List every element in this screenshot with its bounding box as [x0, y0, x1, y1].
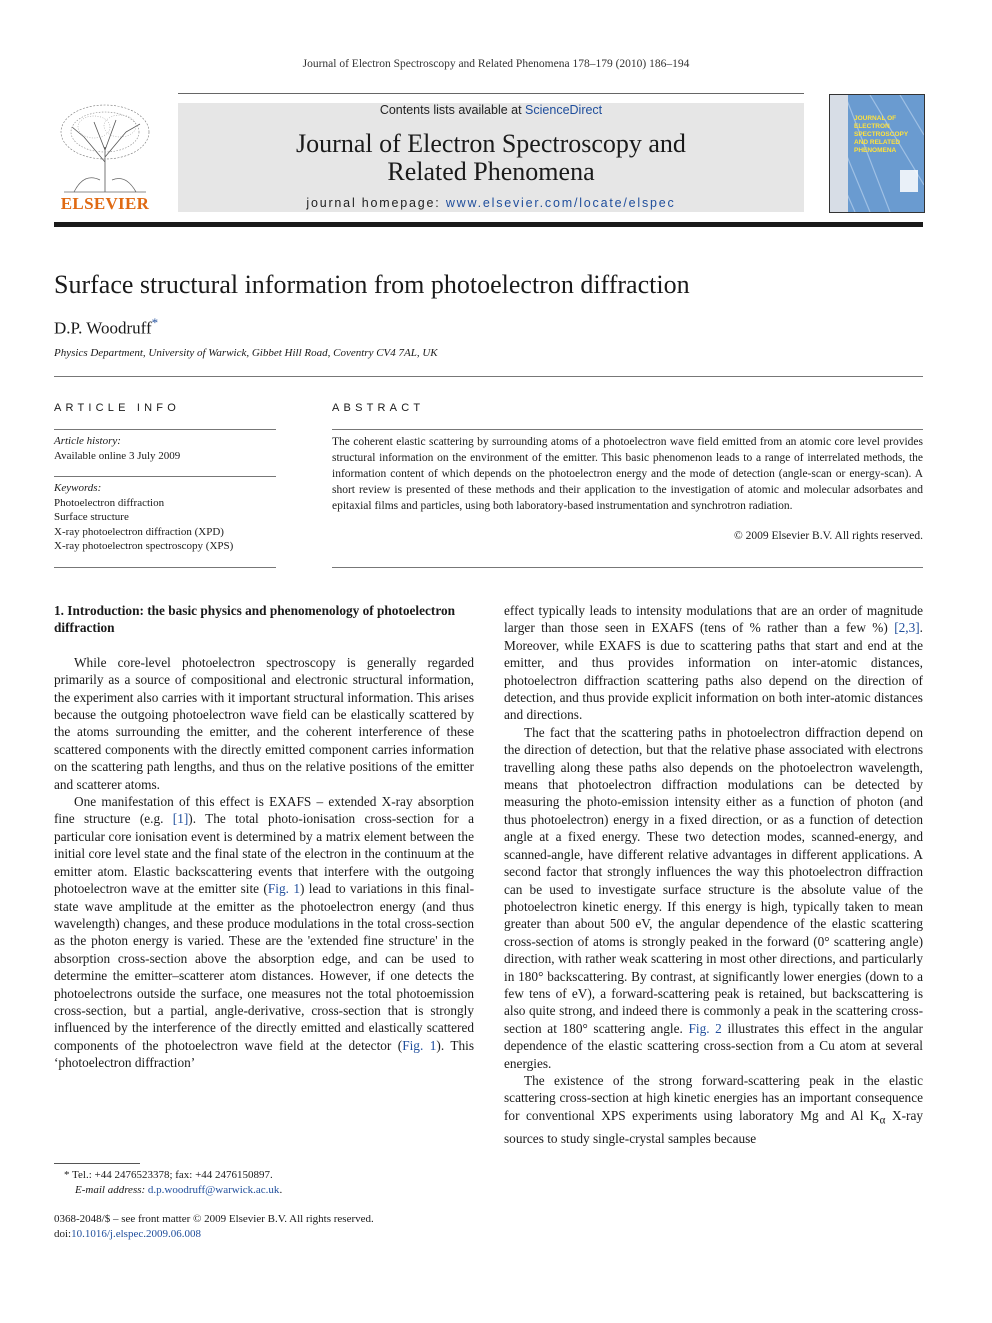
text-run: . Moreover, while EXAFS is due to scattering paths that start and end at the emitter, and thus provides information on inter-atomic distances, photoelectron diffraction scattering paths also depend on the direction of detection, and thus provide explicit information on both inter-atomic distances and directions.	[504, 620, 923, 723]
journal-homepage	[178, 196, 804, 210]
issn-line: 0368-2048/$ – see front matter © 2009 Elsevier B.V. All rights reserved.	[54, 1213, 374, 1225]
article-info-rule-2	[54, 476, 276, 477]
text-run: The fact that the scattering paths in photoelectron diffraction depend on the direction of detection, but that the relative phase associated with electrons travelling along these paths also depends on the photoelectron wavelength, means that photoelectron diffraction modulations can be detected by measuring the photo-emission intensity either as a function of photon (and thus photoelectron) energy in a fixed direction, or as a function of detection angle at a fixed energy. These two detection modes, scanned-energy, and scanned-angle, have different relative advantages in different applications. A second factor that strongly influences the way this photoelectron diffraction can be used to investigate surface structure is the absolute value of the photoelectron kinetic energy. If this energy is high, typically taken to mean greater than about 500 eV, the angular dependence of the elastic scattering cross-section of atoms is strongly peaked in the forward (0° scattering angle) direction, with rather weak scattering in most other directions, and particularly in 180° backscattering. By contrast, at significantly lower energies (down to a few tens of eV), a forward-scattering peak is retained, but backscattering is also quite strong, and indeed there is commonly a peak in the scattering cross-section at 180° scattering angle.	[504, 724, 923, 1036]
keyword-item: X-ray photoelectron spectroscopy (XPS)	[54, 540, 234, 552]
doi-link[interactable]: 10.1016/j.elspec.2009.06.008	[71, 1227, 201, 1240]
affiliation: Physics Department, University of Warwick, Gibbet Hill Road, Coventry CV4 7AL, UK	[54, 347, 438, 359]
article-info-rule-3	[54, 567, 276, 568]
figure-link[interactable]: Fig. 1	[267, 881, 300, 897]
text-run: effect typically leads to intensity modulations that are an order of magnitude larger than those seen in EXAFS (tens of % rather than a few %)	[504, 603, 923, 636]
journal-title-line2: Related Phenomena	[387, 157, 595, 186]
contents-prefix: Contents lists available at	[379, 103, 526, 117]
author-footnote-mark[interactable]: *	[151, 315, 159, 330]
text-run: X-ray sources to study single-crystal samples because	[504, 1107, 923, 1146]
title-divider	[54, 376, 923, 377]
email-label: E-mail address:	[75, 1183, 148, 1196]
section-heading: 1. Introduction: the basic physics and phenomenology of photoelectron diffraction	[54, 603, 456, 636]
article-history	[54, 434, 276, 463]
masthead-top-rule	[178, 93, 804, 94]
masthead-bottom-rule	[54, 222, 923, 227]
homepage-prefix: journal homepage:	[306, 196, 446, 210]
abstract-text: The coherent elastic scattering by surrounding atoms of a photoelectron wave field emitted from an atomic core level provides structural information on the environment of the emitter. This basic phenomenon leads to a range of interrelated methods, the information content of which depends on the photoelectron energy and the mode of detection (angle-scan or energy-scan). A short review is presented of these methods and their application to the investigation of atomic and molecular adsorbates and epitaxial films and particles, using both laboratory-based instrumentation and synchrotron radiation.	[332, 436, 923, 512]
elsevier-wordmark: ELSEVIER	[60, 194, 150, 213]
journal-cover-thumbnail[interactable]	[829, 94, 925, 213]
keyword-item: Photoelectron diffraction	[54, 496, 165, 509]
running-head: Journal of Electron Spectroscopy and Related Phenomena 178–179 (2010) 186–194	[302, 58, 690, 70]
journal-title-line1: Journal of Electron Spectroscopy and	[296, 129, 686, 158]
author-line	[54, 315, 158, 339]
cover-title-text: JOURNAL OF ELECTRON SPECTROSCOPY AND RELATED PHENOMENA	[854, 115, 909, 154]
keywords	[54, 481, 276, 554]
article-title: Surface structural information from photoelectron diffraction	[54, 270, 690, 299]
doi-line	[54, 1227, 474, 1242]
front-matter	[54, 1212, 474, 1241]
footnote-email	[54, 1183, 474, 1198]
keywords-label: Keywords:	[54, 482, 102, 494]
elsevier-tree-icon	[54, 102, 156, 194]
figure-link[interactable]: Fig. 1	[402, 1037, 437, 1053]
text-run: ). The total photo-ionisation cross-section for a particular core ionisation event is determined by a matrix element between the initial core level state and the final state of the electron in the continuum at the emitter atom. Elastic backscattering events that interfere with the outgoing photoelectron wave at the emitter site (	[54, 811, 474, 897]
article-info-heading: ARTICLE INFO	[54, 402, 180, 414]
subscript-alpha: α	[879, 1114, 886, 1127]
article-info-rule-1	[54, 429, 276, 430]
body-paragraph	[54, 793, 474, 1072]
body-paragraph	[504, 724, 923, 1072]
citation-link[interactable]: [1]	[172, 811, 189, 827]
abstract-heading: ABSTRACT	[332, 402, 425, 414]
doi-label: doi:	[54, 1227, 72, 1240]
keyword-item: Surface structure	[54, 511, 129, 523]
history-value: Available online 3 July 2009	[54, 449, 181, 462]
contents-line	[178, 103, 804, 117]
body-column-left	[54, 602, 474, 1072]
homepage-link[interactable]: www.elsevier.com/locate/elspec	[445, 196, 676, 210]
text-run: illustrates this effect in the angular dependence of the elastic scattering cross-section from a Cu atom at several energies.	[504, 1020, 923, 1071]
email-end: .	[279, 1183, 283, 1196]
body-paragraph	[504, 602, 923, 724]
keyword-item: X-ray photoelectron diffraction (XPD)	[54, 525, 224, 538]
history-label: Article history:	[54, 435, 121, 447]
abstract-rule-top	[332, 429, 923, 430]
footnote-mark: *	[64, 1169, 70, 1181]
elsevier-logo[interactable]	[54, 102, 156, 214]
figure-link[interactable]: Fig. 2	[688, 1020, 722, 1036]
email-link[interactable]: d.p.woodruff@warwick.ac.uk	[147, 1183, 280, 1196]
text-run: One manifestation of this effect is EXAFS – extended X-ray absorption fine structure (e.g.	[54, 794, 474, 827]
body-paragraph: While core-level photoelectron spectroscopy is generally regarded primarily as a source of compositional and electronic structural information, the experiment also carries with it important structural information. This arises because the outgoing photoelectron wave field can be elastically scattered by the atoms surrounding the emitter, and the coherent interference of these scattered components with the directly emitted component carries information on the scattering path lengths, and thus on the relative positions of the emitter and scatterer atoms.	[54, 654, 474, 792]
author-footnote	[54, 1168, 474, 1197]
text-run: ) lead to variations in this final-state wave amplitude at the emitter as the photoelectron energy (and thus wavelength) changes, and these produce modulations in the total cross-section as the photon energy is varied. These are the 'extended fine structure' in the absorption cross-section above the absorption edge, and can be used to determine the emitter–scatterer atom distances. However, if one detects the photoelectrons outside the surface, one measures not the total photoemission cross-section, but a partial, angle-derivative, cross-section that is strongly influenced by the interference of the directly emitted and elastically scattered components of the photoelectron wave field at the detector (	[54, 881, 474, 1053]
citation-link[interactable]: [2,3]	[894, 620, 920, 636]
footnote-tel-fax: Tel.: +44 2476523378; fax: +44 2476150897.	[69, 1169, 273, 1181]
abstract-copyright: © 2009 Elsevier B.V. All rights reserved.	[734, 530, 923, 542]
body-column-right	[504, 602, 923, 1147]
footnote-rule	[54, 1163, 140, 1164]
sciencedirect-link[interactable]: ScienceDirect	[525, 103, 603, 117]
footnote-contact	[54, 1168, 474, 1183]
text-run: The existence of the strong forward-scattering peak in the elastic scattering cross-section at high kinetic energies has an important consequence for conventional XPS experiments using laboratory Mg and Al K	[504, 1072, 923, 1123]
body-paragraph	[504, 1072, 923, 1147]
author-name[interactable]: D.P. Woodruff	[54, 318, 152, 338]
journal-title	[178, 130, 804, 186]
abstract-rule-bottom	[332, 567, 923, 568]
text-run: ). This ‘photoelectron diffraction’	[54, 1037, 474, 1071]
